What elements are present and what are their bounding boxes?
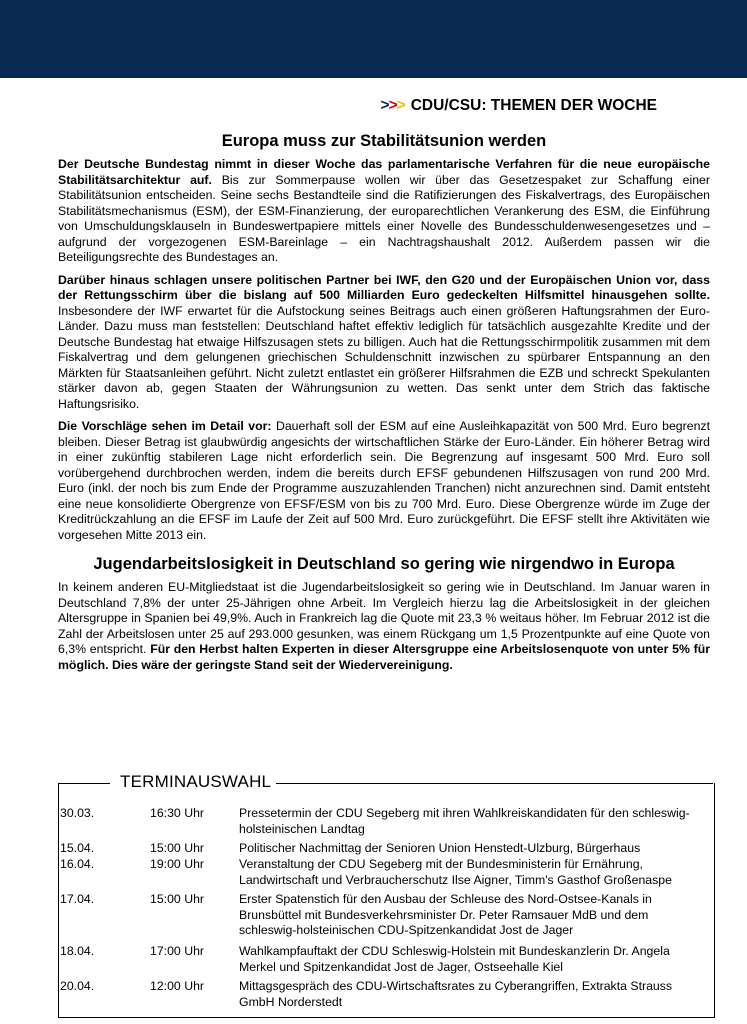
termin-time: 17:00 Uhr bbox=[150, 944, 205, 958]
termine-border-left bbox=[58, 783, 110, 784]
article1-p1-lead: Der Deutsche Bundestag nimmt in dieser Woche das parlamentarische Verfahren für die neue europäische Stabilitätsarchitektur auf. bbox=[58, 157, 710, 187]
arrow-1: > bbox=[380, 97, 389, 114]
header-bar bbox=[0, 0, 747, 78]
arrow-2: > bbox=[388, 97, 397, 114]
termin-date: 30.03. bbox=[60, 806, 95, 820]
termin-event: Veranstaltung der CDU Segeberg mit der Bundesministerin für Ernährung, Landwirtschaft und Verbraucherschutz Ilse Aigner, Timm's Gasthof Großenaspe bbox=[239, 857, 672, 887]
termin-date: 17.04. bbox=[60, 892, 95, 906]
article2-title: Jugendarbeitslosigkeit in Deutschland so gering wie nirgendwo in Europa bbox=[93, 555, 675, 573]
termin-date: 20.04. bbox=[60, 979, 95, 993]
termine-border-right bbox=[276, 783, 713, 784]
termin-time: 19:00 Uhr bbox=[150, 857, 205, 871]
article1-paragraph-3 bbox=[58, 419, 710, 543]
brand-title: CDU/CSU: THEMEN DER WOCHE bbox=[410, 97, 657, 114]
arrow-3: > bbox=[396, 97, 405, 114]
termin-event: Wahlkampfauftakt der CDU Schleswig-Holstein mit Bundeskanzlerin Dr. Angela Merkel und Spitzenkandidat Jost de Jager, Ostseehalle Kiel bbox=[239, 944, 670, 974]
termin-event: Pressetermin der CDU Segeberg mit ihren Wahlkreiskandidaten für den schleswig-holsteinischen Landtag bbox=[239, 806, 690, 836]
article2-p1-bold: Für den Herbst halten Experten in dieser Altersgruppe eine Arbeitslosenquote von unter 5% für möglich. Dies wäre der geringste Stand seit der Wiedervereinigung. bbox=[58, 642, 710, 672]
termin-event: Erster Spatenstich für den Ausbau der Schleuse des Nord-Ostsee-Kanals in Brunsbüttel mit Bundesverkehrsminister Dr. Peter Ramsauer MdB und dem schleswig-holsteinischen CDU-Spitzenkandidat Jost de Jager bbox=[239, 892, 652, 937]
article1-paragraph-2 bbox=[58, 273, 710, 413]
article2-paragraph-1 bbox=[58, 580, 710, 673]
article1-p2-body: Insbesondere der IWF erwartet für die Aufstockung seines Beitrags auch einen größeren Haftungsrahmen der Euro-Länder. Dazu muss man feststellen: Deutschland haftet effektiv lediglich für tatsächlich ausgezahlte Kredite und der Deutsche Bundestag hat etwaige Hilfszusagen stets zu billigen. Auch hat die Rettungsschirmpolitik zusammen mit dem Fiskalvertrag und dem gelungenen griechischen Schuldenschnitt inzwischen zu spürbarer Entspannung an den Märkten für Staatsanleihen geführt. Nicht zuletzt entlastet ein größerer Hilfsrahmen die EZB und schreckt Spekulanten stärker davon ab, gegen Staaten der Währungsunion zu wetten. Das senkt unter dem Strich das faktische Haftungsrisiko. bbox=[58, 303, 710, 411]
termin-event: Mittagsgespräch des CDU-Wirtschaftsrates zu Cyberangriffen, Extrakta Strauss GmbH Norderstedt bbox=[239, 979, 673, 1009]
termin-date: 15.04. bbox=[60, 841, 95, 855]
article1-title: Europa muss zur Stabilitätsunion werden bbox=[221, 132, 547, 150]
article2-p1-body: In keinem anderen EU-Mitgliedstaat ist die Jugendarbeitslosigkeit so gering wie in Deutschland. Im Januar waren in Deutschland 7,8% der unter 25-Jährigen ohne Arbeit. Im Vergleich hierzu lag die Arbeitslosigkeit in der gleichen Altersgruppe in Spanien bei 49,9%. Auch in Frankreich lag die Quote mit 23,3 % weitaus höher. Im Februar 2012 ist die Zahl der Arbeitslosen unter 25 auf 293.000 gesunken, was einem Rückgang um 1,5 Prozentpunkte auf eine Quote von 6,3% entspricht. bbox=[58, 580, 710, 656]
article1-p3-body: Dauerhaft soll der ESM auf eine Ausleihkapazität von 500 Mrd. Euro begrenzt bleiben. Dieser Betrag ist glaubwürdig angesichts der wirtschaftlichen Stärke der Euro-Länder. Ein höherer Betrag wird in einer zukünftig stabileren Lage nicht erforderlich sein. Die Begrenzung auf insgesamt 500 Mrd. Euro soll vorübergehend durchbrochen werden, indem die bereits durch EFSF gebundenen Hilfszusagen von rund 200 Mrd. Euro (inkl. der noch bis zum Ende der Programme auszuzahlenden Tranchen) nicht anzurechnen sind. Damit entsteht eine neue konsolidierte Obergrenze von EFSF/ESM von bis zu 700 Mrd. Euro. Diese Obergrenze würde im Zuge der Kreditrückzahlung an die EFSF im Laufe der Zeit auf 500 Mrd. Euro zurückgeführt. Die EFSF stellt ihre Aktivitäten wie vorgesehen Mitte 2013 ein. bbox=[58, 419, 710, 542]
brand-arrows-icon bbox=[381, 97, 405, 114]
termin-time: 15:00 Uhr bbox=[150, 841, 205, 855]
section-label bbox=[381, 97, 657, 115]
termin-date: 16.04. bbox=[60, 857, 95, 871]
termine-title: TERMINAUSWAHL bbox=[120, 772, 272, 791]
termin-date: 18.04. bbox=[60, 944, 95, 958]
termin-time: 15:00 Uhr bbox=[150, 892, 205, 906]
termin-time: 12:00 Uhr bbox=[150, 979, 205, 993]
termin-time: 16:30 Uhr bbox=[150, 806, 205, 820]
termin-event: Politischer Nachmittag der Senioren Union Henstedt-Ulzburg, Bürgerhaus bbox=[239, 841, 641, 855]
article1-paragraph-1 bbox=[58, 157, 710, 266]
article1-p2-lead: Darüber hinaus schlagen unsere politischen Partner bei IWF, den G20 und der Europäischen Union vor, dass der Rettungsschirm über die bislang auf 500 Milliarden Euro gedeckelten Hilfsmittel hinausgehen sollte. bbox=[58, 272, 710, 302]
article-area bbox=[58, 132, 710, 680]
article1-p1-body: Bis zur Sommerpause wollen wir über das Gesetzespaket zur Schaffung einer Stabilitätsunion entscheiden. Seine sechs Bestandteile sind die Ratifizierungen des Fiskalvertrags, des Europäischen Stabilitätsmechanismus (ESM), der ESM-Finanzierung, der europarechtlichen Verankerung des ESM, die Einführung von Umschuldungsklauseln in Bundeswertpapiere mittels einer Novelle des Bundesschuldenwesengesetzes und – aufgrund der vorgezogenen ESM-Bareinlage – ein Nachtragshaushalt 2012. Außerdem passen wir die Beteiligungsrechte des Bundestages an. bbox=[58, 172, 710, 264]
article1-p3-lead: Die Vorschläge sehen im Detail vor: bbox=[58, 419, 272, 433]
